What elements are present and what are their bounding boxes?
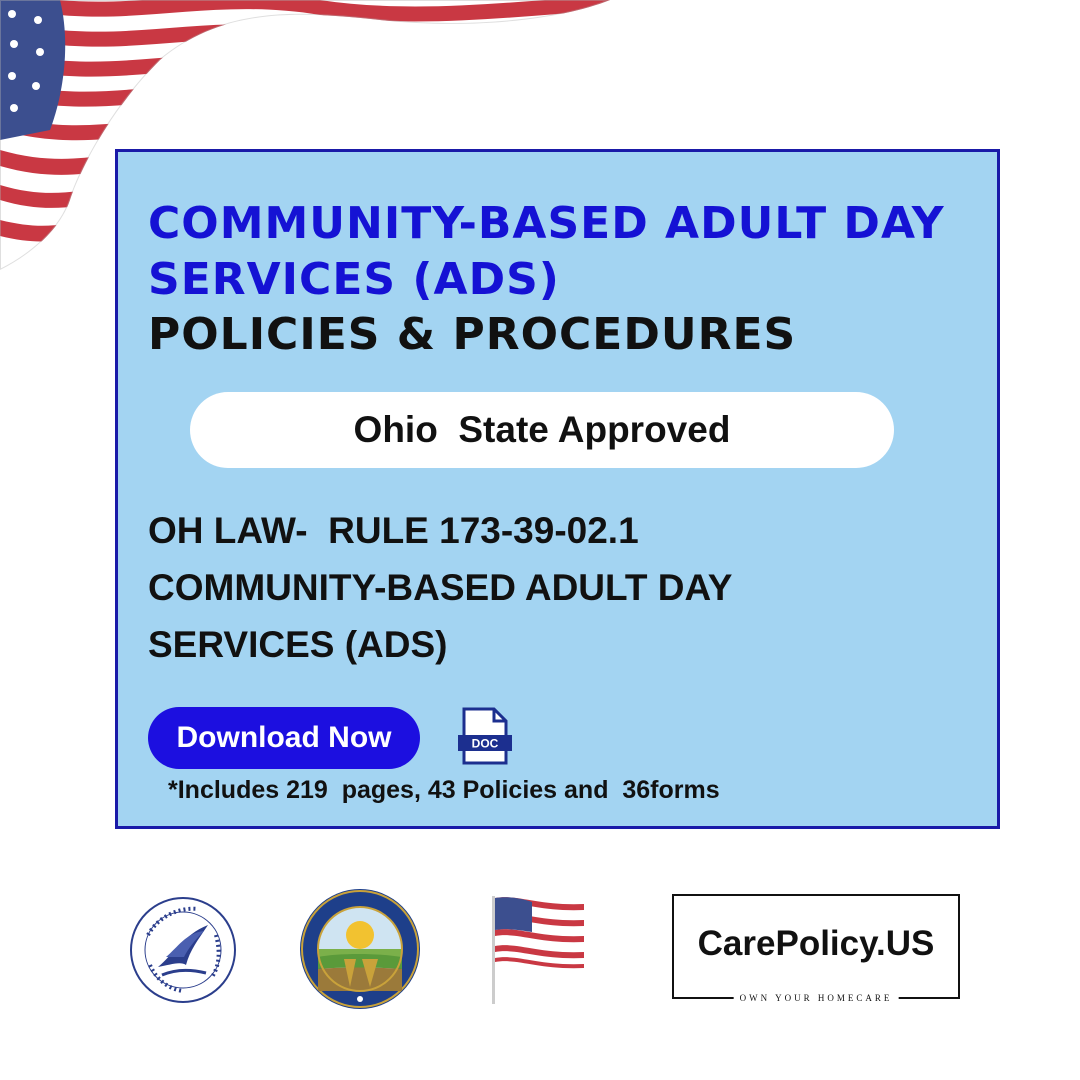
doc-file-icon[interactable]	[458, 707, 512, 765]
law-reference	[148, 502, 978, 673]
state-approved-badge	[190, 392, 894, 468]
law-line-3: SERVICES (ADS)	[148, 624, 448, 665]
law-line-2: COMMUNITY-BASED ADULT DAY	[148, 567, 733, 608]
includes-note: *Includes 219 pages, 43 Policies and 36forms	[168, 776, 720, 804]
carepolicy-logo	[672, 894, 960, 1003]
main-panel	[115, 149, 1000, 829]
state-approved-label: Ohio State Approved	[353, 409, 731, 450]
download-now-button[interactable]: Download Now	[148, 707, 420, 769]
carepolicy-tagline: OWN YOUR HOMECARE	[734, 993, 899, 1003]
hhs-seal-icon	[128, 895, 238, 1005]
ohio-seal-icon	[298, 887, 422, 1011]
us-flag-icon	[488, 892, 588, 1004]
heading-title: COMMUNITY-BASED ADULT DAY SERVICES (ADS)	[148, 198, 945, 305]
heading-subtitle: POLICIES & PROCEDURES	[148, 309, 797, 360]
carepolicy-brand: CarePolicy.US	[697, 924, 935, 963]
law-line-1: OH LAW- RULE 173-39-02.1	[148, 510, 639, 551]
doc-file-type: DOC	[471, 736, 499, 751]
